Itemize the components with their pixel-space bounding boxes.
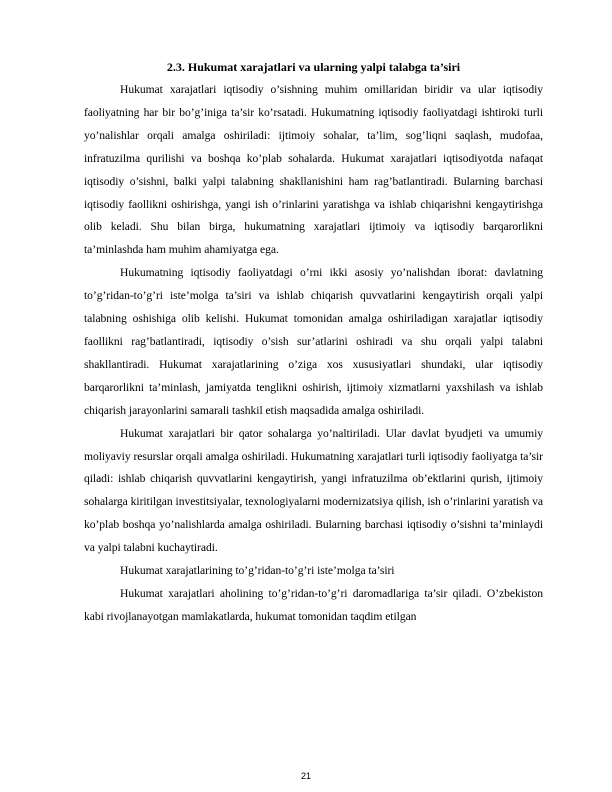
paragraph: Hukumat xarajatlari iqtisodiy o’sishning muhim omillaridan biridir va ular iqtisodiy faoliyatning har bir bo’g’iniga ta’sir ko’rsatadi. Hukumatning iqtisodiy faoliyatdagi ishtiroki turli yo’nalishlar orqali amalga oshiriladi: ijtimoiy sohalar, ta’lim, sog’liqni saqlash, mudofaa, infratuzilma qurilishi va boshqa ko’plab sohalarda. Hukumat xarajatlari iqtisodiyotda nafaqat iqtisodiy o’sishni, balki yalpi talabning shakllanishini ham rag’batlantiradi. Bularning barchasi iqtisodiy faollikni oshirishga, yangi ish o’rinlarini yaratishga va ishlab chiqarishni kengaytirishga olib keladi. Shu bilan birga, hukumatning xarajatlari ijtimoiy va iqtisodiy barqarorlikni ta’minlashda ham muhim ahamiyatga ega. [84,83,543,257]
page-content [84,57,543,629]
paragraph: Hukumatning iqtisodiy faoliyatdagi o’rni ikki asosiy yo’nalishdan iborat: davlatning to’g’ridan-to’g’ri iste’molga ta’siri va ishlab chiqarish quvvatlarini kengaytirish orqali yalpi talabning oshishiga olib kelishi. Hukumat tomonidan amalga oshiriladigan xarajatlar iqtisodiy faollikni rag’batlantiradi, iqtisodiy o’sish sur’atlarini oshiradi va shu orqali yalpi talabni shakllantiradi. Hukumat xarajatlarining o’ziga xos xususiyatlari shundaki, ular iqtisodiy barqarorlikni ta’minlash, jamiyatda tenglikni oshirish, ijtimoiy xizmatlarni yaxshilash va ishlab chiqarish jarayonlarini samarali tashkil etish maqsadida amalga oshiriladi. [84,266,543,417]
paragraph: Hukumat xarajatlari bir qator sohalarga yo’naltiriladi. Ular davlat byudjeti va umumiy moliyaviy resurslar orqali amalga oshiriladi. Hukumatning xarajatlari turli iqtisodiy faoliyatga ta’sir qiladi: ishlab chiqarish quvvatlarini kengaytirish, yangi infratuzilma ob’ektlarini qurish, ijtimoiy sohalarga kiritilgan investitsiyalar, texnologiyalarni modernizatsiya qilish, ish o’rinlarini yaratish va ko’plab boshqa yo’nalishlarda amalga oshiriladi. Bularning barchasi iqtisodiy o’sishni ta’minlaydi va yalpi talabni kuchaytiradi. [84,426,543,555]
paragraph: Hukumat xarajatlari aholining to’g’ridan-to’g’ri daromadlariga ta’sir qiladi. O’zbekiston kabi rivojlanayotgan mamlakatlarda, hukumat tomonidan taqdim etilgan [84,586,543,623]
subheading-line: Hukumat xarajatlarining to’g’ridan-to’g’ri iste’molga ta’siri [120,564,395,578]
section-heading: 2.3. Hukumat xarajatlari va ularning yalpi talabga ta’siri [166,60,461,74]
page-number: 21 [300,771,311,781]
